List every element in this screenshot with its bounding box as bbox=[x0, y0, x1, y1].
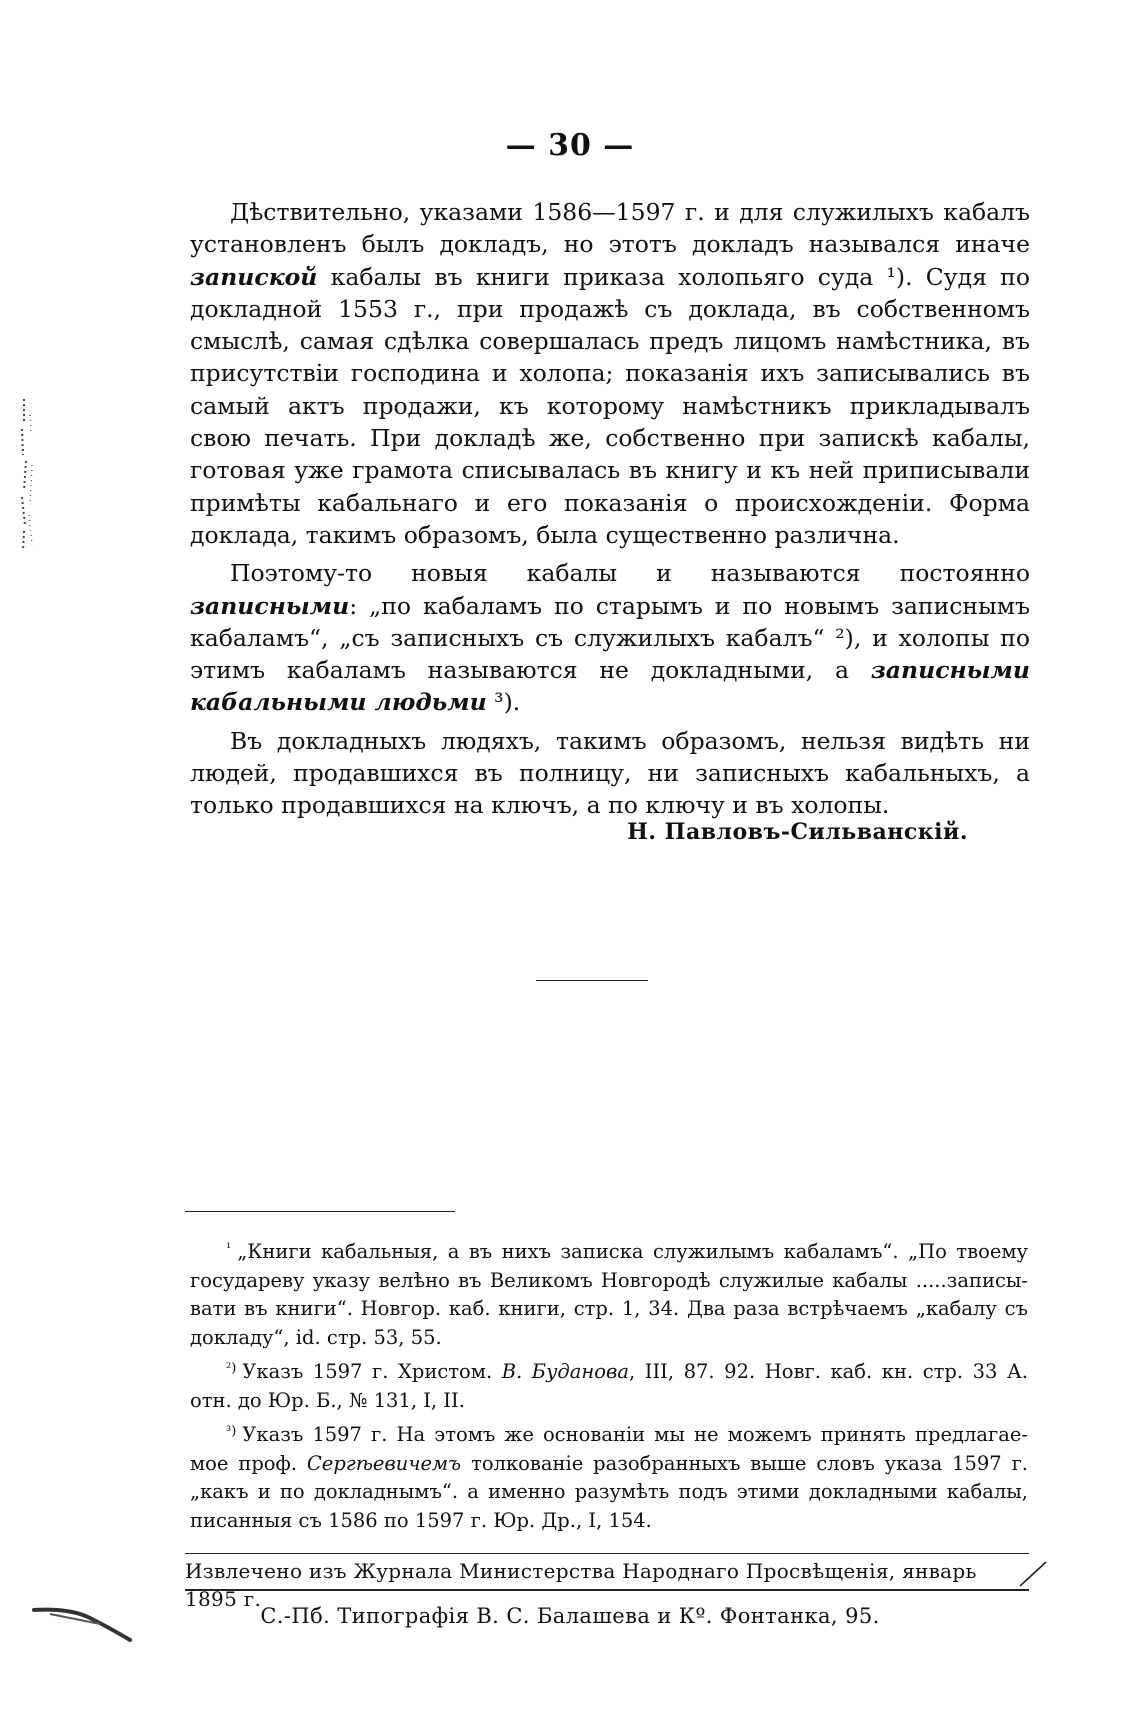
footnote-2-text: Указъ 1597 г. Христом. bbox=[242, 1360, 502, 1383]
extract-note: Извлечено изъ Журнала Министерства Народнаго Просвѣщенія, январь 1895 г. bbox=[185, 1559, 977, 1611]
main-text bbox=[190, 196, 1030, 822]
paragraph-2-text-end: ³). bbox=[486, 688, 521, 717]
footnote-2-mark: ²) bbox=[226, 1361, 237, 1376]
footnote-separator bbox=[185, 1211, 455, 1212]
paragraph-3: Въ докладныхъ людяхъ, такимъ образомъ, нельзя видѣть ни людей, продавшихся въ полницу, ни записныхъ кабальныхъ, а только продавшихся на ключъ, а по ключу и въ холопы. bbox=[190, 726, 1030, 820]
page-number: — 30 — bbox=[505, 128, 635, 163]
footnote-3-italic: Сергѣевичемъ bbox=[306, 1451, 462, 1475]
paragraph-1-italic: запиской bbox=[190, 262, 318, 291]
extract-bottom-rule bbox=[185, 1589, 1029, 1591]
paragraph-2 bbox=[190, 557, 1030, 718]
corner-smudge-mark bbox=[30, 1600, 140, 1670]
footnote-2 bbox=[190, 1355, 1028, 1415]
footnote-2-italic: В. Буданова bbox=[501, 1360, 629, 1383]
paragraph-2-italic-2: записными кабальными людьми bbox=[190, 656, 1030, 717]
footnotes bbox=[190, 1235, 1028, 1535]
article-end-rule bbox=[536, 980, 648, 981]
paragraph-1-text-end: кабалы въ книги приказа холопьяго суда ¹). Судя по докладной 1553 г., при продажѣ съ доклада, въ собственномъ смыслѣ, самая сдѣлка совершалась предъ лицомъ намѣстника, въ присутствіи господина и холопа; показанія ихъ записывались въ самый актъ продажи, къ которому намѣстникъ прикладывалъ свою печать. При докладѣ же, собственно при запискѣ кабалы, готовая уже грамота списывалась въ книгу и къ ней приписывали примѣты кабальнаго и его показанія о происхожденіи. Форма доклада, такимъ образомъ, была существенно различна. bbox=[190, 262, 1030, 549]
footnote-1 bbox=[190, 1235, 1028, 1352]
footnote-3-text: Указъ 1597 г. На этомъ же основаніи мы не можемъ принять предлагаемое проф. bbox=[190, 1423, 1028, 1475]
footnote-1-text: „Книги кабальныя, а въ нихъ записка служилымъ кабаламъ“. „По твоему государеву указу велѣно въ Великомъ Новгородѣ служилые кабалы .....записывати въ книги“. Новгор. каб. книги, стр. 1, 34. Два раза встрѣчаемъ „кабалу съ докладу“, id. стр. 53, 55. bbox=[190, 1240, 1028, 1349]
footnote-3 bbox=[190, 1418, 1028, 1535]
printer-imprint: С.-Пб. Типографія В. С. Балашева и Кº. Фонтанка, 95. bbox=[260, 1604, 880, 1628]
paragraph-1 bbox=[190, 196, 1030, 551]
footnote-3-mark: ³) bbox=[226, 1424, 237, 1439]
paragraph-2-text-middle: : „по кабаламъ по старымъ и по новымъ записнымъ кабаламъ“, „съ записныхъ съ служилыхъ кабалъ“ ²), и холопы по этимъ кабаламъ называются не докладными, а bbox=[190, 591, 1030, 685]
footnote-3-text-end: толкованіе разобранныхъ выше словъ указа 1597 г. „какъ и по докладнымъ“. а именно разумѣть подъ этими докладными кабалы, писанныя съ 1586 по 1597 г. Юр. Др., I, 154. bbox=[190, 1451, 1028, 1532]
pen-stroke-mark bbox=[1018, 1560, 1048, 1588]
paragraph-1-text: Дѣствительно, указами 1586—1597 г. и для служилыхъ кабалъ установленъ былъ докладъ, но этотъ докладъ назывался иначе bbox=[190, 198, 1030, 259]
paragraph-2-italic: записными bbox=[190, 591, 350, 620]
footnote-2-text-end: , III, 87. 92. Новг. каб. кн. стр. 33 А. отн. до Юр. Б., № 131, I, II. bbox=[190, 1360, 1028, 1412]
extract-top-rule bbox=[185, 1553, 1029, 1554]
binding-speckle-mark bbox=[18, 395, 40, 555]
paragraph-2-text: Поэтому-то новыя кабалы и называются постоянно bbox=[230, 559, 1030, 588]
author-signature: Н. Павловъ-Сильванскій. bbox=[627, 819, 968, 845]
footnote-1-mark: ¹ bbox=[226, 1241, 232, 1256]
